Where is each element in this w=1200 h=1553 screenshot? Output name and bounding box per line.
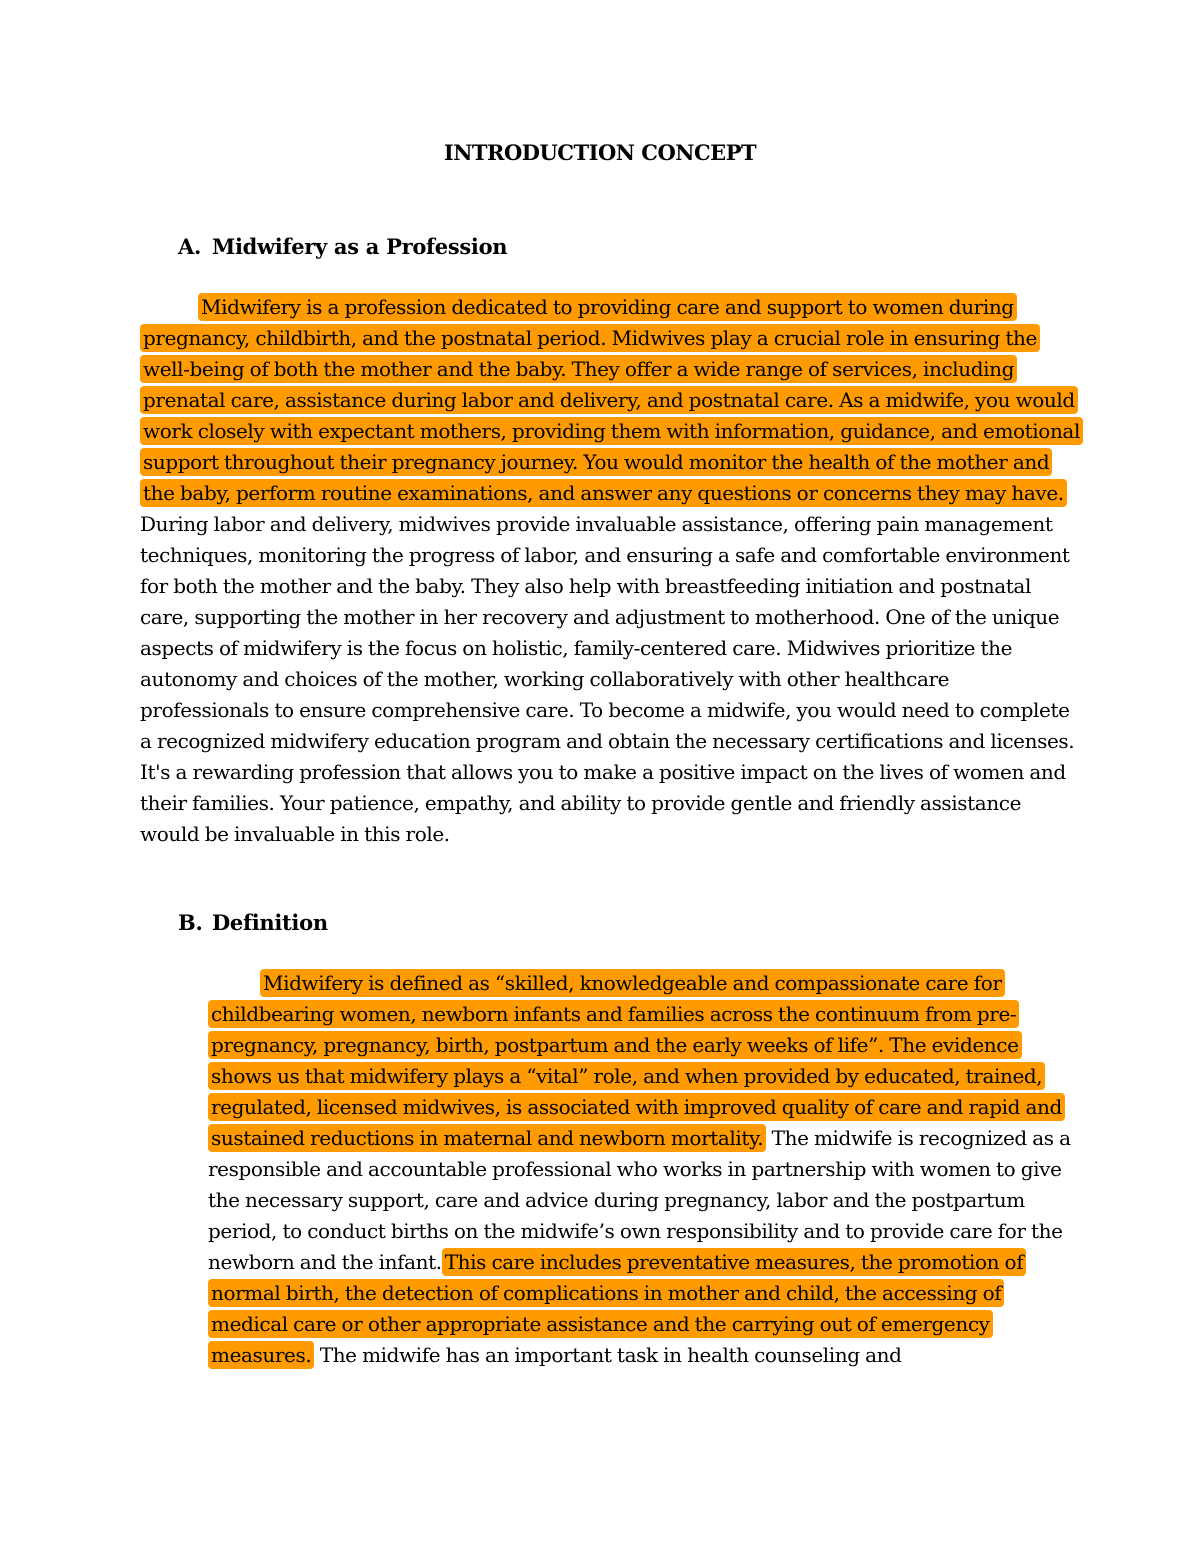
- section-b-paragraph: [208, 968, 1080, 1371]
- highlighted-text: Midwifery is defined as “skilled, knowledgeable and compassionate care for childbearing women, newborn infants and families across the continuum from pre-pregnancy, pregnancy, birth, postpartum and the early weeks of life”. The evidence shows us that midwifery plays a “vital” role, and when provided by educated, trained, regulated, licensed midwives, is associated with improved quality of care and rapid and sustained reductions in maternal and newborn mortality.: [208, 969, 1065, 1152]
- section-heading-b: [178, 910, 328, 935]
- section-a-paragraph: [140, 292, 1080, 850]
- section-letter: B.: [178, 910, 203, 935]
- document-title: INTRODUCTION CONCEPT: [443, 140, 757, 165]
- section-heading-a: [178, 234, 507, 259]
- body-text: During labor and delivery, midwives provide invaluable assistance, offering pain management techniques, monitoring the progress of labor, and ensuring a safe and comfortable environment for both the mother and the baby. They also help with breastfeeding initiation and postnatal care, supporting the mother in her recovery and adjustment to motherhood. One of the unique aspects of midwifery is the focus on holistic, family-centered care. Midwives prioritize the autonomy and choices of the mother, working collaboratively with other healthcare professionals to ensure comprehensive care. To become a midwife, you would need to complete a recognized midwifery education program and obtain the necessary certifications and licenses. It's a rewarding profession that allows you to make a positive impact on the lives of women and their families. Your patience, empathy, and ability to provide gentle and friendly assistance would be invaluable in this role.: [140, 512, 1075, 846]
- body-text: The midwife is recognized as a responsible and accountable professional who works in partnership with women to give the necessary support, care and advice during pregnancy, labor and the postpartum period, to conduct births on the midwife’s own responsibility and to provide care for the newborn and the infant.: [208, 1126, 1071, 1274]
- section-heading-text: Definition: [212, 910, 328, 935]
- highlighted-text: Midwifery is a profession dedicated to providing care and support to women during pregnancy, childbirth, and the postnatal period. Midwives play a crucial role in ensuring the well-being of both the mother and the baby. They offer a wide range of services, including prenatal care, assistance during labor and delivery, and postnatal care. As a midwife, you would work closely with expectant mothers, providing them with information, guidance, and emotional support throughout their pregnancy journey. You would monitor the health of the mother and the baby, perform routine examinations, and answer any questions or concerns they may have.: [140, 293, 1083, 507]
- section-letter: A.: [178, 234, 202, 259]
- section-heading-text: Midwifery as a Profession: [212, 234, 508, 259]
- highlighted-text: This care includes preventative measures, the promotion of normal birth, the detection of complications in mother and child, the accessing of medical care or other appropriate assistance and the carrying out of emergency measures.: [208, 1248, 1026, 1369]
- body-text: The midwife has an important task in health counseling and: [314, 1343, 902, 1367]
